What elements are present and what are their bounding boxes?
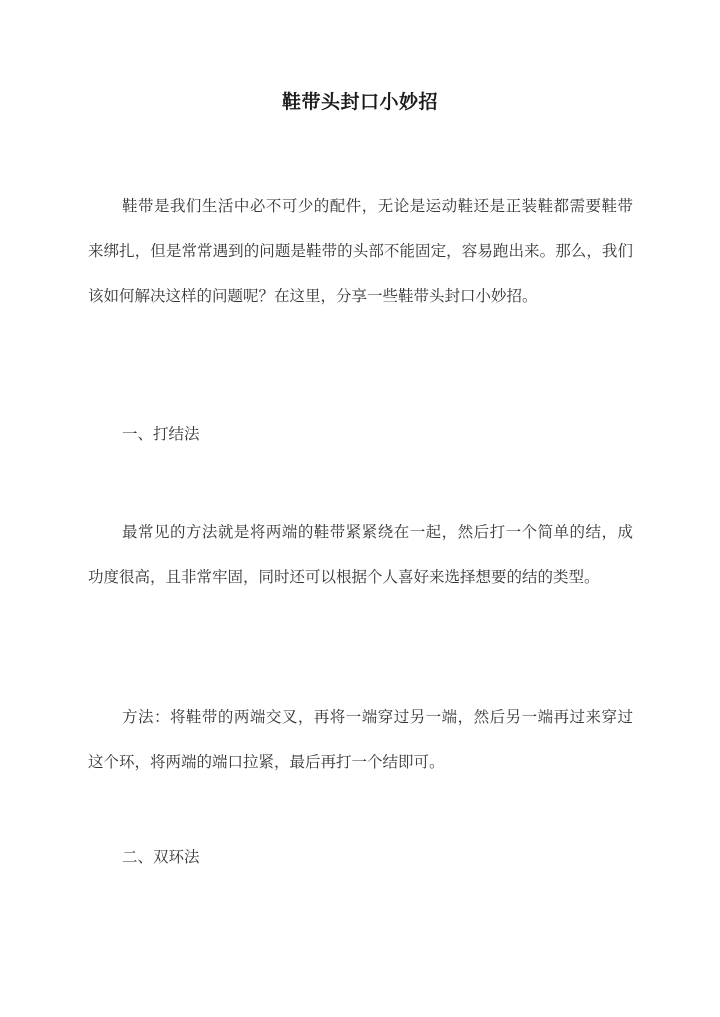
intro-paragraph: 鞋带是我们生活中必不可少的配件，无论是运动鞋还是正装鞋都需要鞋带来绑扎，但是常常遇到的问题是鞋带的头部不能固定，容易跑出来。那么，我们该如何解决这样的问题呢？在这里，分享一些鞋带头封口小妙招。 [88,197,633,305]
section-heading-double-loop: 二、双环法 [122,848,200,866]
knot-method-paragraph: 方法：将鞋带的两端交叉，再将一端穿过另一端，然后另一端再过来穿过这个环，将两端的端口拉紧，最后再打一个结即可。 [88,708,633,771]
document-title: 鞋带头封口小妙招 [281,91,438,113]
knot-description-paragraph: 最常见的方法就是将两端的鞋带紧紧绕在一起，然后打一个简单的结，成功度很高，且非常牢固，同时还可以根据个人喜好来选择想要的结的类型。 [88,523,633,586]
section-heading-knot: 一、打结法 [122,425,200,443]
